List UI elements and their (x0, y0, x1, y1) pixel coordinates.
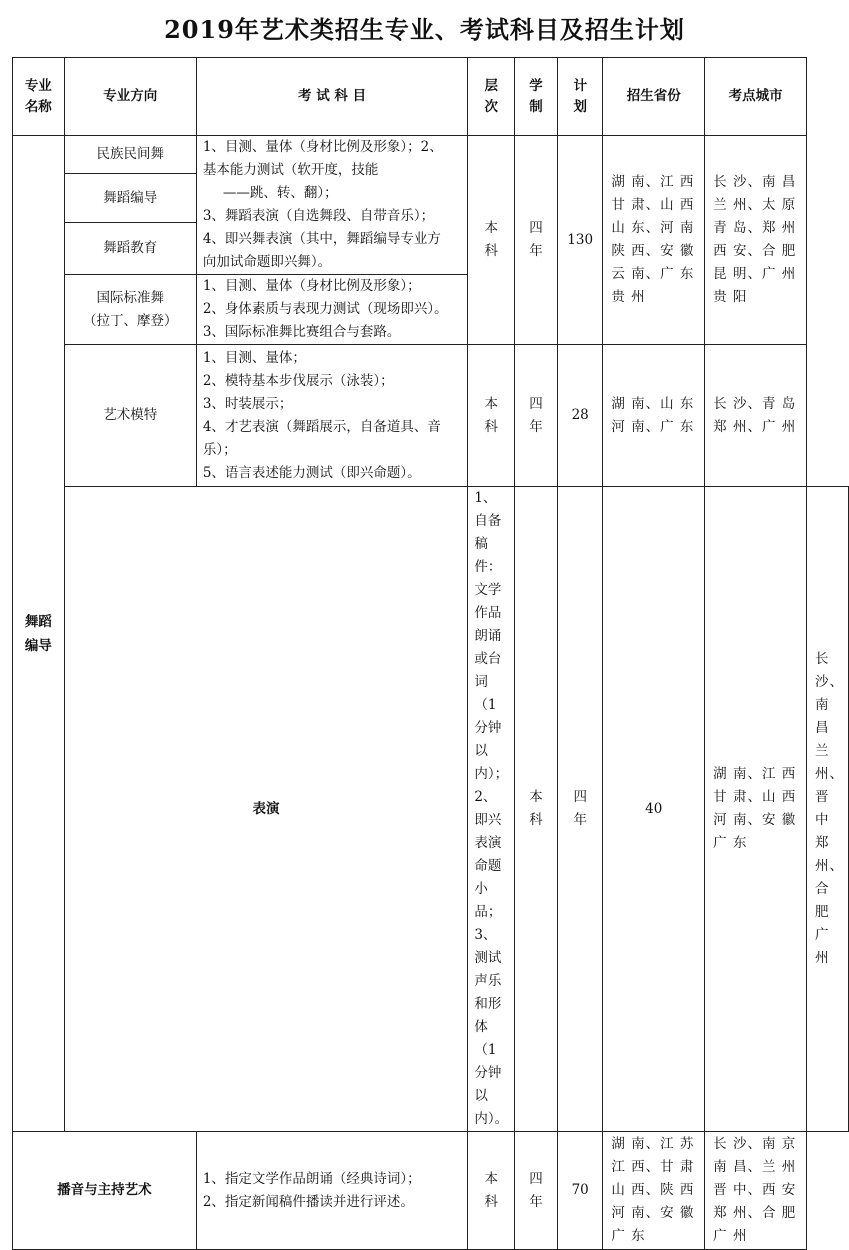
header-direction: 专业方向 (64, 58, 196, 136)
major-dance: 舞蹈 编导 (13, 136, 65, 1132)
plan-acting: 40 (603, 487, 705, 1132)
table-row (13, 136, 849, 174)
subjects-broadcasting: 1、指定文学作品朗诵（经典诗词）； 2、指定新闻稿件播读并进行评述。 (196, 1132, 468, 1250)
duration-broadcasting: 四 年 (515, 1132, 558, 1250)
header-row (13, 58, 849, 136)
cities-broadcasting: 长 沙、南 京 南 昌、兰 州 晋 中、西 安 郑 州、合 肥 广 州 (705, 1132, 807, 1250)
cities-art-model: 长 沙、青 岛 郑 州、广 州 (705, 345, 807, 487)
header-plan: 计 划 (558, 58, 603, 136)
admission-table (12, 57, 849, 1250)
direction-choreography: 舞蹈编导 (64, 174, 196, 223)
header-major-name: 专业 名称 (13, 58, 65, 136)
level-acting: 本 科 (515, 487, 558, 1132)
level-dance-group1: 本 科 (468, 136, 515, 345)
duration-dance-group1: 四 年 (515, 136, 558, 345)
plan-dance-group1: 130 (558, 136, 603, 345)
duration-art-model: 四 年 (515, 345, 558, 487)
subjects-acting: 1、自备稿件：文学作品朗诵或台词（1 分钟以内）； 2、即兴表演命题小品； 3、测试声乐和形体（1 分钟以内）。 (468, 487, 515, 1132)
direction-ballroom-dance: 国际标准舞 （拉丁、摩登） (64, 275, 196, 345)
provinces-art-model: 湖 南、山 东 河 南、广 东 (603, 345, 705, 487)
level-art-model: 本 科 (468, 345, 515, 487)
header-duration: 学 制 (515, 58, 558, 136)
header-level: 层 次 (468, 58, 515, 136)
table-row (13, 487, 849, 1132)
direction-art-model: 艺术模特 (64, 345, 196, 487)
cities-acting: 长 沙、南 昌 兰 州、晋 中 郑 州、合 肥 广 州 (807, 487, 849, 1132)
plan-art-model: 28 (558, 345, 603, 487)
direction-dance-education: 舞蹈教育 (64, 223, 196, 275)
direction-folk-dance: 民族民间舞 (64, 136, 196, 174)
header-cities: 考点城市 (705, 58, 807, 136)
major-acting: 表演 (64, 487, 468, 1132)
provinces-broadcasting: 湖 南、江 苏 江 西、甘 肃 山 西、陕 西 河 南、安 徽 广 东 (603, 1132, 705, 1250)
duration-acting: 四 年 (558, 487, 603, 1132)
subjects-dance-group1: 1、目测、量体（身材比例及形象）；2、 基本能力测试（软开度，技能 ——跳、转、翻）； 3、舞蹈表演（自选舞段、自带音乐）； 4、即兴舞表演（其中，舞蹈编导专业方 向加试命题即兴舞）。 (196, 136, 468, 275)
subjects-art-model: 1、目测、量体； 2、模特基本步伐展示（泳装）； 3、时装展示； 4、才艺表演（舞蹈展示，自备道具、音 乐）； 5、语言表述能力测试（即兴命题）。 (196, 345, 468, 487)
major-broadcasting: 播音与主持艺术 (13, 1132, 197, 1250)
subjects-dance-ballroom: 1、目测、量体（身材比例及形象）； 2、身体素质与表现力测试（现场即兴）。 3、国际标准舞比赛组合与套路。 (196, 275, 468, 345)
provinces-dance-group1: 湖 南、江 西 甘 肃、山 西 山 东、河 南 陕 西、安 徽 云 南、广 东 贵 州 (603, 136, 705, 345)
table-row (13, 345, 849, 487)
table-row (13, 1132, 849, 1250)
provinces-acting: 湖 南、江 西 甘 肃、山 西 河 南、安 徽 广 东 (705, 487, 807, 1132)
cities-dance-group1: 长 沙、南 昌 兰 州、太 原 青 岛、郑 州 西 安、合 肥 昆 明、广 州 贵 阳 (705, 136, 807, 345)
header-subjects: 考 试 科 目 (196, 58, 468, 136)
level-broadcasting: 本 科 (468, 1132, 515, 1250)
document-title: 2019年艺术类招生专业、考试科目及招生计划 (164, 15, 685, 44)
plan-broadcasting: 70 (558, 1132, 603, 1250)
header-provinces: 招生省份 (603, 58, 705, 136)
